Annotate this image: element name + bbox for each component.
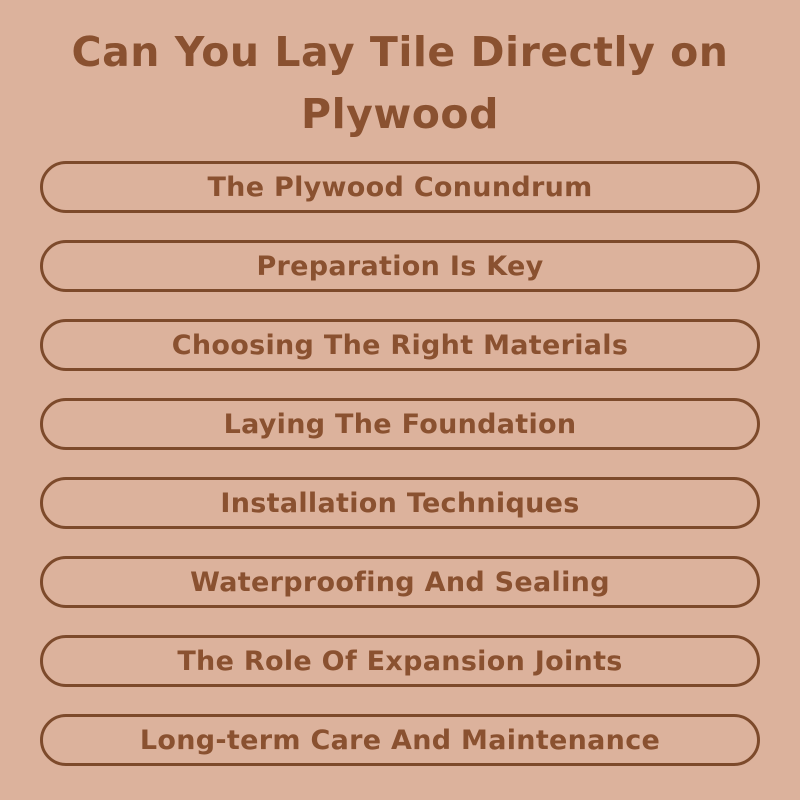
button-waterproofing-and-sealing[interactable]: Waterproofing And Sealing: [40, 556, 760, 608]
button-installation-techniques[interactable]: Installation Techniques: [40, 477, 760, 529]
section-button-list: [40, 161, 760, 766]
button-long-term-care-and-maintenance[interactable]: Long-term Care And Maintenance: [40, 714, 760, 766]
button-preparation-is-key[interactable]: Preparation Is Key: [40, 240, 760, 292]
page-title-line-1: Can You Lay Tile Directly on: [71, 28, 729, 76]
button-laying-the-foundation[interactable]: Laying The Foundation: [40, 398, 760, 450]
button-the-plywood-conundrum[interactable]: The Plywood Conundrum: [40, 161, 760, 213]
page-title-line-2: Plywood: [301, 89, 499, 138]
button-choosing-the-right-materials[interactable]: Choosing The Right Materials: [40, 319, 760, 371]
page-title: [72, 22, 729, 145]
button-the-role-of-expansion-joints[interactable]: The Role Of Expansion Joints: [40, 635, 760, 687]
